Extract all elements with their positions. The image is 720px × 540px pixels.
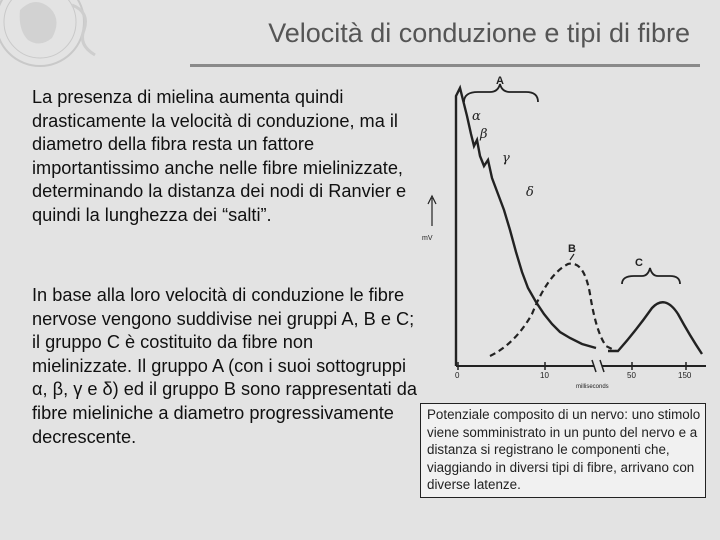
wave-b-trace (490, 264, 616, 356)
label-beta: β (480, 127, 488, 142)
label-alpha: α (472, 109, 481, 124)
label-c: C (635, 257, 643, 269)
label-b: B (568, 243, 576, 255)
brace-c (622, 268, 680, 284)
label-gamma: γ (502, 151, 510, 166)
slide-title: Velocità di conduzione e tipi di fibre (268, 18, 690, 48)
tick-label-150: 150 (678, 371, 692, 380)
x-unit-label: milliseconds (576, 384, 609, 390)
paragraph-gruppi-fibre: In base alla loro velocità di conduzione le fibre nervose vengono suddivise nei gruppi A, B e C; il gruppo C è costituito da fibre non mielinizzate. Il gruppo A (con i suoi sottogruppi α, β, γ e δ) ed il gruppo B sono rappresentati da fibre mieliniche a diametro progressivamente decrescente. (32, 285, 417, 447)
wave-a-trace (456, 88, 596, 366)
tick-label-10: 10 (540, 371, 549, 380)
compound-action-potential-figure (420, 74, 715, 394)
paragraph-mielina: La presenza di mielina aumenta quindi drasticamente la velocità di conduzione, ma il diametro della fibra resta un fattore importantissimo anche nelle fibre mielinizzate, determinando la distanza dei nodi di Ranvier e quindi la lunghezza dei “salti”. (32, 87, 407, 225)
figure-caption: Potenziale composito di un nervo: uno stimolo viene somministrato in un punto del nervo e a distanza si registrano le componenti che, viaggiando in diversi tipi di fibre, arrivano con diverse latenze. (420, 403, 706, 498)
tick-label-50: 50 (627, 371, 636, 380)
title-divider (190, 64, 700, 67)
wave-c-trace (608, 302, 702, 354)
label-delta: δ (526, 185, 534, 200)
label-a: A (496, 75, 504, 87)
tick-label-0: 0 (455, 371, 460, 380)
university-seal-watermark (0, 0, 120, 70)
y-unit-label: mV (422, 235, 433, 242)
